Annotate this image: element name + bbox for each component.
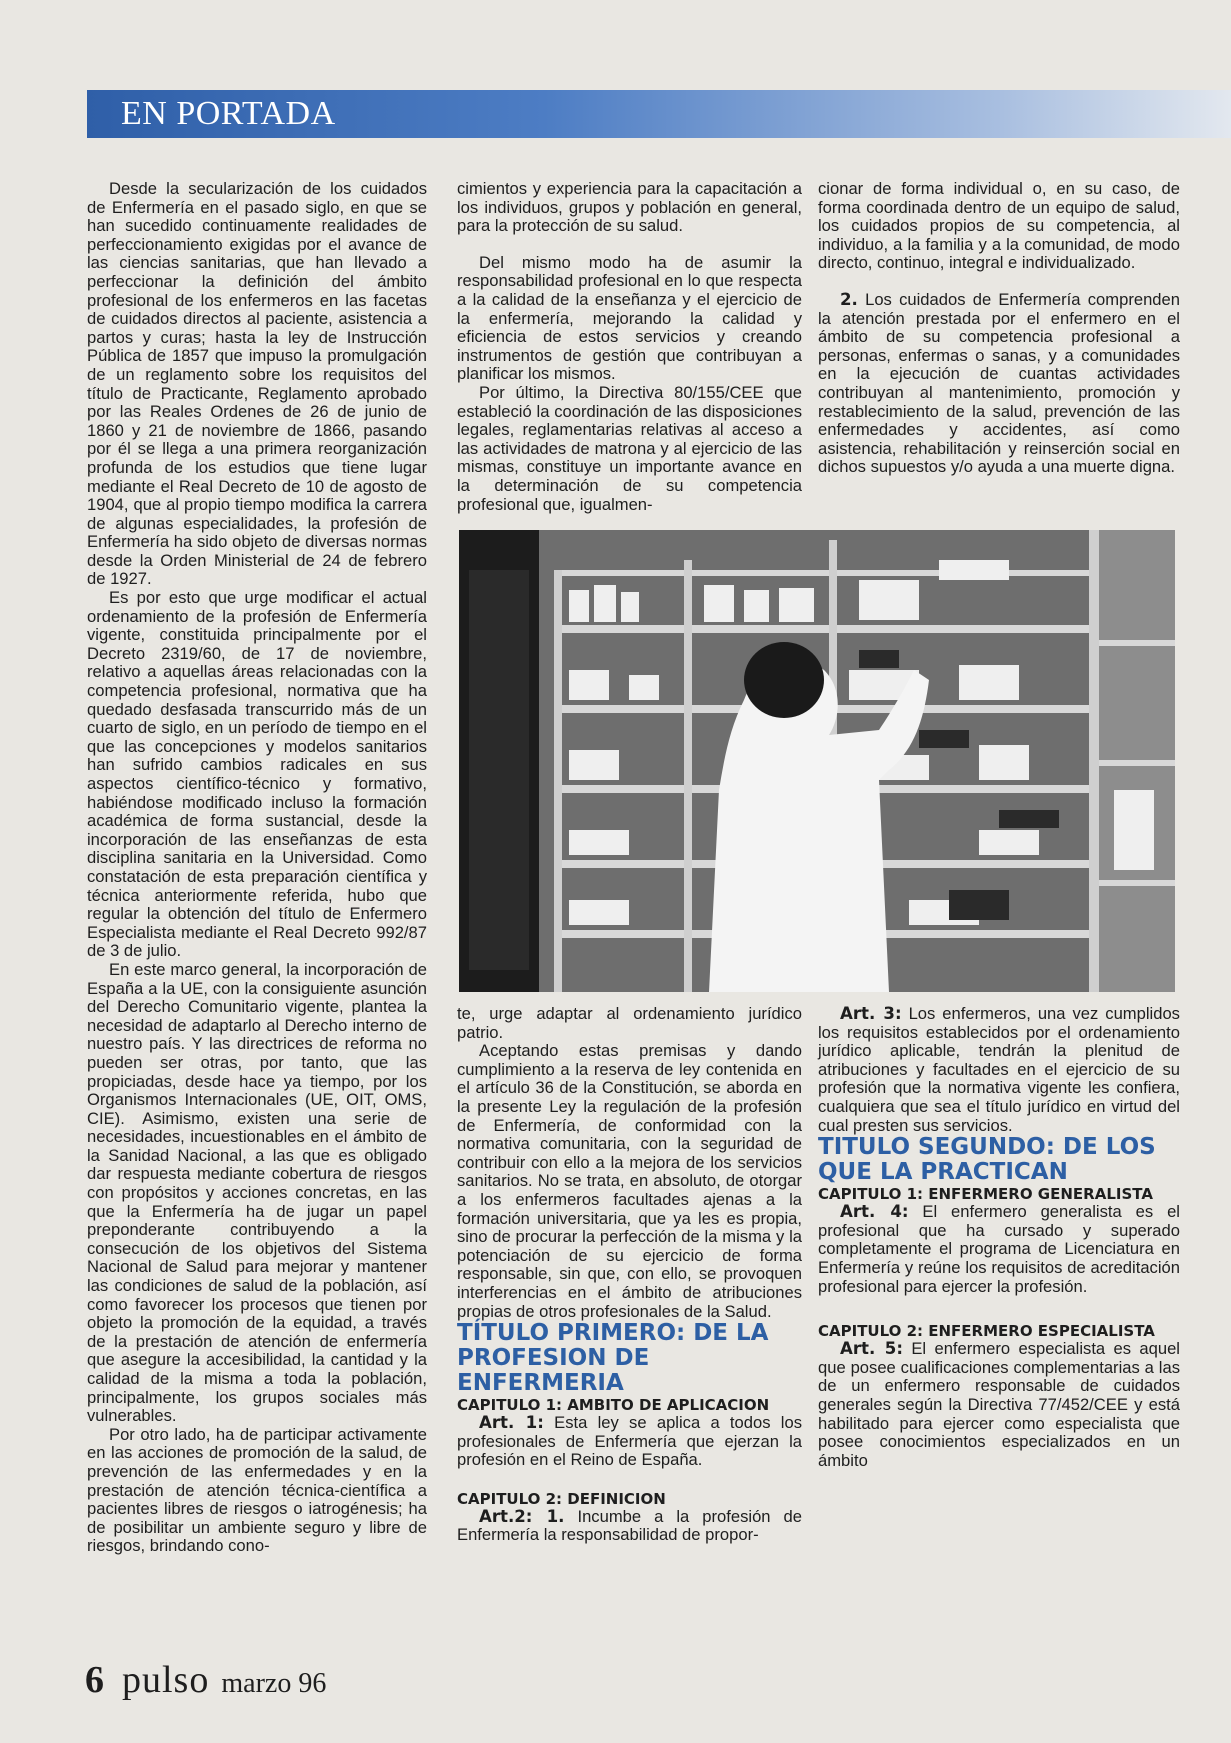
paragraph: Desde la secularización de los cuidados de Enfermería en el pasado siglo, en que se han sucedido continuamente realidades de perfeccionamiento exigidas por el avance de las ciencias sanitarias, que han llevado a perfeccionar la definición del ámbito profesional de los enfermeros en las facetas de cuidados directos al paciente, asistencia a partos y curas; hasta la ley de Instrucción Pública de 1857 que impuso la promulgación de un reglamento sobre los requisitos del título de Practicante, Reglamento aprobado por las Reales Ordenes de 26 de junio de 1860 y 21 de noviembre de 1866, pasando por él se llega a una primera reorganización profunda de los estudios que tiene lugar mediante el Real Decreto de 10 de agosto de 1904, que al propio tiempo modifica la carrera de algunas especialidades, la profesión de Enfermería ha sido objeto de diversas normas desde la Orden Ministerial de 24 de febrero de 1927. bbox=[87, 179, 427, 589]
article-text: Incumbe a la profesión de Enfermería la responsabilidad de propor- bbox=[457, 1506, 802, 1545]
paragraph: Del mismo modo ha de asumir la responsabilidad profesional en lo que respecta a la calidad de la enseñanza y el ejercicio de la enfermería, mejorando la calidad y eficiencia de estos servicios y creando instrumentos de gestión que contribuyan a planificar los mismos. bbox=[457, 252, 802, 384]
section-label: EN PORTADA bbox=[121, 95, 336, 132]
column-1 bbox=[87, 180, 427, 1556]
section-title: TITULO SEGUNDO: DE LOS QUE LA PRACTICAN bbox=[818, 1134, 1156, 1186]
page-number: 6 bbox=[85, 1659, 104, 1701]
paragraph: Por otro lado, ha de participar activamente en las acciones de promoción de la salud, de prevención de las enfermedades y en la prestación de atención técnica-científica a pacientes libres de riesgos o iatrogénesis; ha de posibilitar un ambiente seguro y libre de riesgos, brindando cono- bbox=[87, 1424, 427, 1556]
article-text: El enfermero especialista es aquel que posee cualificaciones complementarias a las de un enfermero responsable de cuidados generales según la Directiva 77/452/CEE y está habilitado para ejercer como especialista que posee conocimientos especializados en un ámbito bbox=[818, 1339, 1180, 1470]
chapter-heading: CAPITULO 1: AMBITO DE APLICACION bbox=[457, 1396, 770, 1415]
issue-date: marzo 96 bbox=[221, 1668, 327, 1699]
paragraph bbox=[818, 291, 1180, 477]
paragraph: En este marco general, la incorporación de España a la UE, con la consiguiente asunción del Derecho Comunitario vigente, plantea la necesidad de adaptarlo al Derecho interno de nuestro país. Y las directrices de reforma no pueden ser otras, por tanto, que las propiciadas, desde hace ya tiempo, por los Organismos Internacionales (UE, OIT, OMS, CIE). Asimismo, existen una serie de necesidades, incuestionables en el ámbito de la Sanidad Nacional, a las que es obligado dar respuesta mediante cobertura de riesgos con propósitos y acciones concretas, en las que la Enfermería ha de jugar un papel preponderante contribuyendo a la consecución de los objetivos del Sistema Nacional de Salud para mejorar y mantener las condiciones de salud de la población, así como favorecer los procesos que tienen por objeto la promoción de la equidad, a través de la prestación de atención de enfermería que asegure la accesibilidad, la cantidad y la calidad de la misma a toda la población, principalmente, los grupos sociales más vulnerables. bbox=[87, 959, 427, 1426]
article-label: Art. 3: bbox=[840, 1004, 902, 1023]
article-label: Art. 1: bbox=[479, 1413, 544, 1433]
article bbox=[818, 1203, 1180, 1296]
chapter-heading: CAPITULO 2: ENFERMERO ESPECIALISTA bbox=[818, 1322, 1155, 1341]
paragraph-text: Los cuidados de Enfermería comprenden la atención prestada por el enfermero en el ámbito de su competencia profesional a personas, enfermas o sanas, y a comunidades en la ejecución de cuantas actividades contribuyan al mantenimiento, promoción y restablecimiento de la salud, prevención de las enfermedades y accidentes, así como asistencia, rehabilitación y reinserción social en dichos supuestos y/o ayuda a una muerte digna. bbox=[818, 289, 1180, 477]
paragraph: te, urge adaptar al ordenamiento jurídico patrio. bbox=[457, 1004, 802, 1042]
article-label: Art. 4: bbox=[840, 1202, 909, 1222]
section-title: TÍTULO PRIMERO: DE LA PROFESION DE ENFERMERIA bbox=[457, 1320, 769, 1397]
article-text: Esta ley se aplica a todos los profesionales de Enfermería que ejerzan la profesión en el Reino de España. bbox=[457, 1413, 802, 1470]
paragraph: Aceptando estas premisas y dando cumplimiento a la reserva de ley contenida en el artículo 36 de la Constitución, se aborda en la presente Ley la regulación de la profesión de Enfermería, de conformidad con la normativa comunitaria, con la seguridad de contribuir con ello a la mejora de los servicios sanitarios. No se trata, en absoluto, de otorgar a los enfermeros facultades ajenas a la formación universitaria, que ya les es propia, sino de procurar la perfección de la misma y la potenciación de su ejercicio de forma responsable, sin que, con ello, se provoquen interferencias en el ámbito de atribuciones propias de otros profesionales de la Salud. bbox=[457, 1041, 802, 1321]
page-footer bbox=[85, 1658, 326, 1702]
chapter-heading: CAPITULO 2: DEFINICION bbox=[457, 1489, 666, 1508]
magazine-name: pulso bbox=[122, 1659, 210, 1701]
paragraph: cimientos y experiencia para la capacitación a los individuos, grupos y población en general, para la protección de su salud. bbox=[457, 179, 802, 236]
column-3-top bbox=[818, 180, 1180, 477]
paragraph: Por último, la Directiva 80/155/CEE que estableció la coordinación de las disposiciones legales, reglamentarias relativas al acceso a las actividades de matrona y al ejercicio de las mismas, constituye un importante avance en la determinación de su competencia profesional que, igualmen- bbox=[457, 382, 802, 514]
article-label: Art. 5: bbox=[840, 1339, 903, 1359]
item-number: 2. bbox=[840, 289, 858, 309]
paragraph: Es por esto que urge modificar el actual ordenamiento de la profesión de Enfermería vigente, constituida principalmente por el Decreto 2319/60, de 17 de noviembre, relativo a aquellas áreas relacionadas con la competencia profesional, normativa que ha quedado desfasada transcurrido más de un cuarto de siglo, en un período de tiempo en el que las concepciones y modelos sanitarios han sufrido cambios radicales en sus aspectos científico-técnico y formativo, habiéndose modificado incluso la formación académica de forma sustancial, desde la incorporación de las enseñanzas de esta disciplina sanitaria en la Universidad. Como constatación de esta preparación científica y técnica anteriormente referida, hubo que regular la obtención del título de Enfermero Especialista mediante el Real Decreto 992/87 de 3 de julio. bbox=[87, 588, 427, 961]
pharmacy-photo bbox=[459, 530, 1175, 992]
paragraph: cionar de forma individual o, en su caso, de forma coordinada dentro de un equipo de salud, los cuidados propios de su competencia, al individuo, a la familia y a la comunidad, de modo directo, continuo, integral e individualizado. bbox=[818, 179, 1180, 273]
article bbox=[818, 1340, 1180, 1470]
article-text: Los enfermeros, una vez cumplidos los requisitos establecidos por el ordenamiento jurídico aplicable, tendrán la plenitud de atribuciones y facultades en el ejercicio de su profesión que la normativa vigente les confiera, cualquiera que sea el título jurídico en virtud del cual presten sus servicios. bbox=[818, 1004, 1180, 1135]
article bbox=[457, 1414, 802, 1470]
section-banner bbox=[87, 90, 1231, 138]
article bbox=[457, 1508, 802, 1545]
article-label: Art.2: 1. bbox=[479, 1506, 565, 1526]
column-3-bottom bbox=[818, 1005, 1180, 1470]
column-2-bottom bbox=[457, 1005, 802, 1545]
shelves-illustration bbox=[459, 530, 1175, 992]
column-2-top bbox=[457, 180, 802, 514]
chapter-heading: CAPITULO 1: ENFERMERO GENERALISTA bbox=[818, 1185, 1153, 1204]
article-text: El enfermero generalista es el profesional que ha cursado y superado completamente el programa de Licenciatura en Enfermería y reúne los requisitos de acreditación profesional para ejercer la profesión. bbox=[818, 1202, 1180, 1296]
article bbox=[818, 1005, 1180, 1135]
